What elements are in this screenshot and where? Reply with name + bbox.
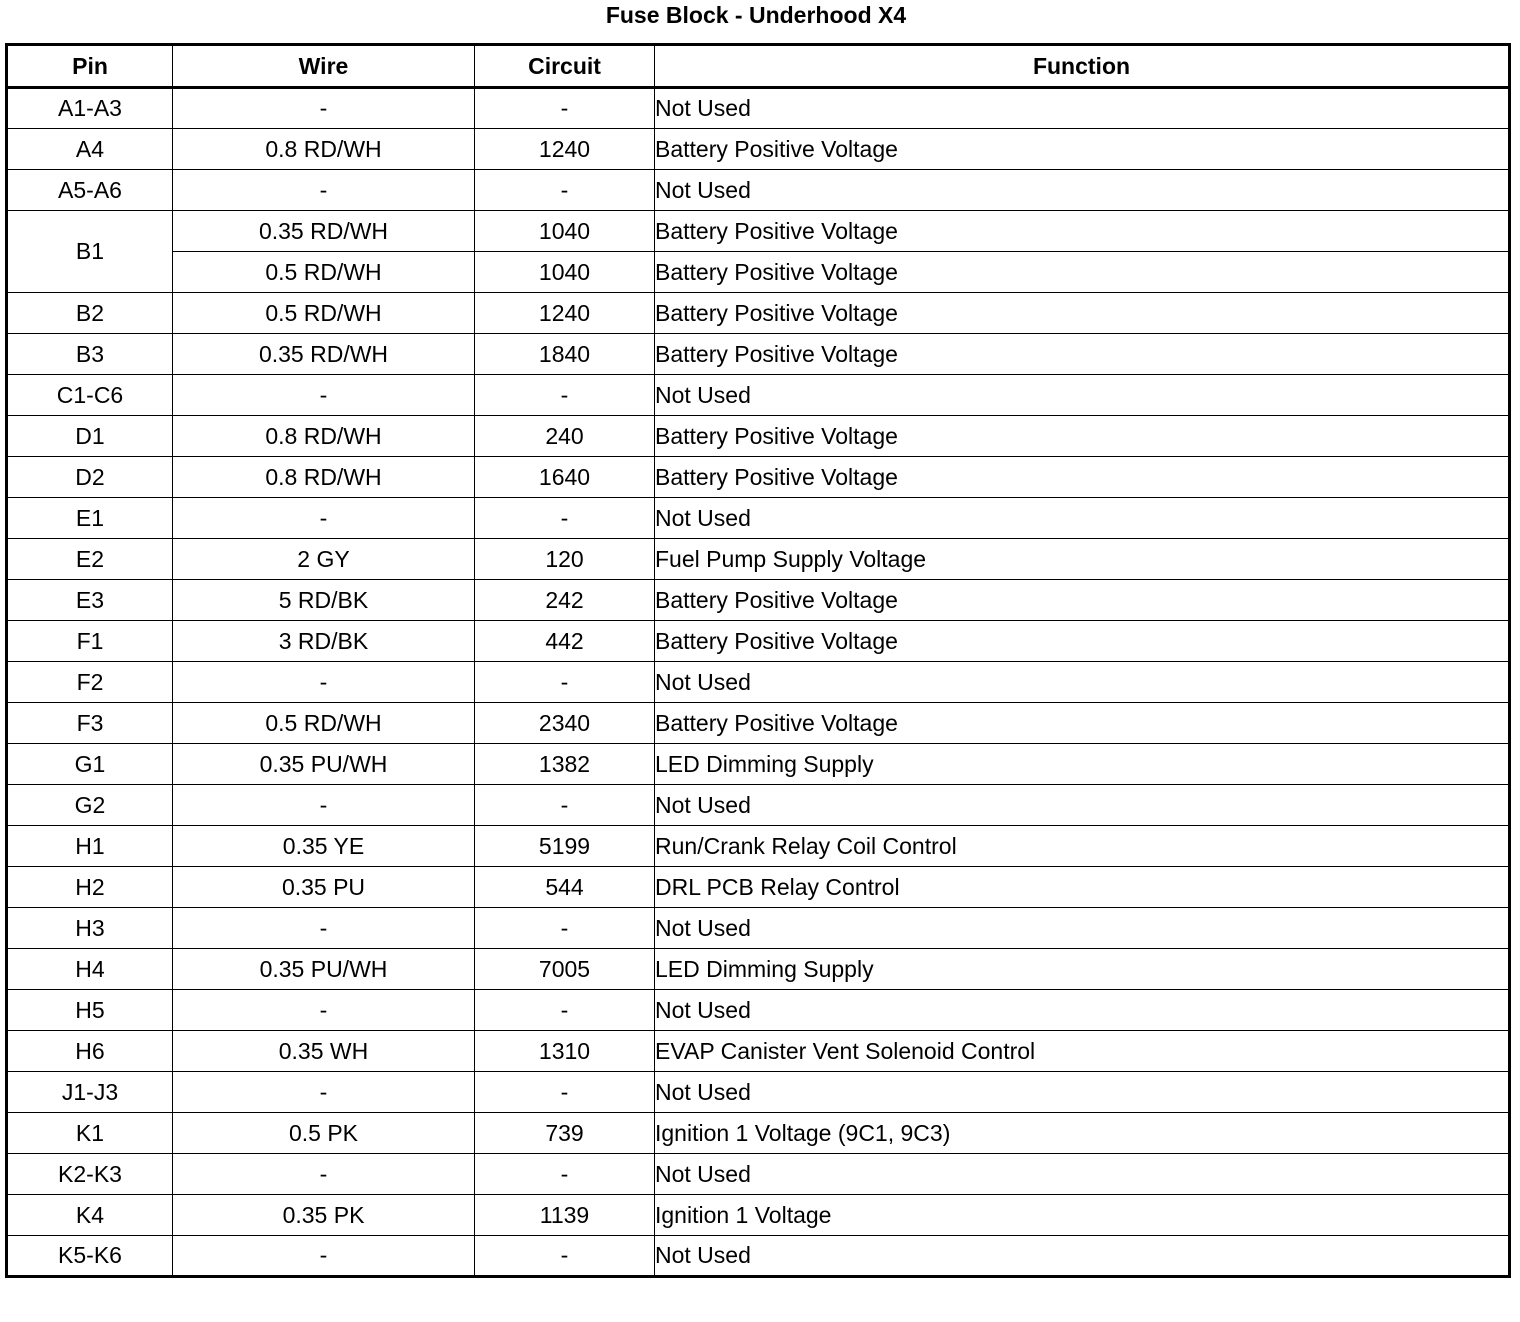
table-row <box>7 785 1510 826</box>
circuit-cell: - <box>475 990 655 1031</box>
wire-cell: - <box>173 990 475 1031</box>
wire-cell: - <box>173 170 475 211</box>
pin-cell: G2 <box>7 785 173 826</box>
table-row <box>7 580 1510 621</box>
pin-cell: K1 <box>7 1113 173 1154</box>
circuit-cell: - <box>475 785 655 826</box>
circuit-cell: - <box>475 908 655 949</box>
function-cell: Battery Positive Voltage <box>655 293 1510 334</box>
function-cell: Battery Positive Voltage <box>655 334 1510 375</box>
wire-cell: - <box>173 1236 475 1277</box>
function-cell: DRL PCB Relay Control <box>655 867 1510 908</box>
header-pin: Pin <box>7 45 173 88</box>
wire-cell: - <box>173 498 475 539</box>
function-cell: Not Used <box>655 498 1510 539</box>
table-row <box>7 703 1510 744</box>
table-row <box>7 498 1510 539</box>
pin-cell: H2 <box>7 867 173 908</box>
pin-cell: H4 <box>7 949 173 990</box>
circuit-cell: - <box>475 662 655 703</box>
table-row <box>7 375 1510 416</box>
pin-cell: E2 <box>7 539 173 580</box>
table-header <box>7 45 1510 88</box>
pin-cell: K5-K6 <box>7 1236 173 1277</box>
table-row <box>7 1072 1510 1113</box>
table-row <box>7 211 1510 252</box>
circuit-cell: - <box>475 1072 655 1113</box>
wire-cell: 0.8 RD/WH <box>173 416 475 457</box>
header-circuit: Circuit <box>475 45 655 88</box>
wire-cell: - <box>173 375 475 416</box>
circuit-cell: - <box>475 88 655 129</box>
function-cell: LED Dimming Supply <box>655 744 1510 785</box>
function-cell: Run/Crank Relay Coil Control <box>655 826 1510 867</box>
wire-cell: 0.35 RD/WH <box>173 211 475 252</box>
function-cell: Battery Positive Voltage <box>655 211 1510 252</box>
pin-cell: F2 <box>7 662 173 703</box>
wire-cell: 0.35 PU/WH <box>173 744 475 785</box>
table-row <box>7 867 1510 908</box>
function-cell: Not Used <box>655 990 1510 1031</box>
function-cell: Battery Positive Voltage <box>655 580 1510 621</box>
circuit-cell: - <box>475 1154 655 1195</box>
wire-cell: 2 GY <box>173 539 475 580</box>
page-title: Fuse Block - Underhood X4 <box>605 2 907 28</box>
wire-cell: 0.5 RD/WH <box>173 252 475 293</box>
circuit-cell: 1840 <box>475 334 655 375</box>
wire-cell: 5 RD/BK <box>173 580 475 621</box>
pin-cell: H3 <box>7 908 173 949</box>
table-row <box>7 170 1510 211</box>
circuit-cell: 1310 <box>475 1031 655 1072</box>
circuit-cell: 442 <box>475 621 655 662</box>
header-wire: Wire <box>173 45 475 88</box>
table-row <box>7 1113 1510 1154</box>
function-cell: EVAP Canister Vent Solenoid Control <box>655 1031 1510 1072</box>
function-cell: Not Used <box>655 1154 1510 1195</box>
wire-cell: 0.35 PK <box>173 1195 475 1236</box>
circuit-cell: 739 <box>475 1113 655 1154</box>
pin-cell: J1-J3 <box>7 1072 173 1113</box>
pin-cell: B1 <box>7 211 173 293</box>
function-cell: Battery Positive Voltage <box>655 416 1510 457</box>
table-row <box>7 129 1510 170</box>
pin-cell: C1-C6 <box>7 375 173 416</box>
wire-cell: - <box>173 662 475 703</box>
pin-cell: K2-K3 <box>7 1154 173 1195</box>
circuit-cell: 5199 <box>475 826 655 867</box>
table-row <box>7 826 1510 867</box>
circuit-cell: 7005 <box>475 949 655 990</box>
pin-cell: H5 <box>7 990 173 1031</box>
pin-cell: B3 <box>7 334 173 375</box>
table-row <box>7 88 1510 129</box>
pin-cell: H1 <box>7 826 173 867</box>
wire-cell: 0.8 RD/WH <box>173 457 475 498</box>
wire-cell: 0.5 PK <box>173 1113 475 1154</box>
wire-cell: - <box>173 908 475 949</box>
circuit-cell: 1640 <box>475 457 655 498</box>
header-row <box>7 45 1510 88</box>
circuit-cell: 240 <box>475 416 655 457</box>
circuit-cell: 1240 <box>475 293 655 334</box>
header-function: Function <box>655 45 1510 88</box>
wire-cell: - <box>173 785 475 826</box>
wire-cell: 0.35 PU <box>173 867 475 908</box>
circuit-cell: 1040 <box>475 252 655 293</box>
table-row <box>7 334 1510 375</box>
table-row <box>7 1154 1510 1195</box>
circuit-cell: 1240 <box>475 129 655 170</box>
pin-cell: F1 <box>7 621 173 662</box>
function-cell: Not Used <box>655 170 1510 211</box>
table-row <box>7 293 1510 334</box>
wire-cell: - <box>173 88 475 129</box>
pin-cell: A1-A3 <box>7 88 173 129</box>
function-cell: Not Used <box>655 1072 1510 1113</box>
wire-cell: 0.35 WH <box>173 1031 475 1072</box>
function-cell: Battery Positive Voltage <box>655 252 1510 293</box>
table-row <box>7 457 1510 498</box>
pin-cell: G1 <box>7 744 173 785</box>
function-cell: Not Used <box>655 1236 1510 1277</box>
circuit-cell: 1382 <box>475 744 655 785</box>
function-cell: Not Used <box>655 662 1510 703</box>
circuit-cell: 544 <box>475 867 655 908</box>
pin-cell: F3 <box>7 703 173 744</box>
circuit-cell: - <box>475 1236 655 1277</box>
table-row <box>7 1236 1510 1277</box>
pin-cell: D2 <box>7 457 173 498</box>
wire-cell: 0.5 RD/WH <box>173 703 475 744</box>
pin-cell: A5-A6 <box>7 170 173 211</box>
function-cell: Not Used <box>655 375 1510 416</box>
pin-cell: E3 <box>7 580 173 621</box>
table-row <box>7 990 1510 1031</box>
function-cell: Not Used <box>655 908 1510 949</box>
function-cell: Battery Positive Voltage <box>655 703 1510 744</box>
wire-cell: - <box>173 1072 475 1113</box>
circuit-cell: 120 <box>475 539 655 580</box>
function-cell: Battery Positive Voltage <box>655 621 1510 662</box>
pin-cell: D1 <box>7 416 173 457</box>
function-cell: Ignition 1 Voltage <box>655 1195 1510 1236</box>
wire-cell: - <box>173 1154 475 1195</box>
circuit-cell: 242 <box>475 580 655 621</box>
circuit-cell: 1139 <box>475 1195 655 1236</box>
pin-cell: K4 <box>7 1195 173 1236</box>
table-row <box>7 416 1510 457</box>
table-row <box>7 908 1510 949</box>
wire-cell: 0.5 RD/WH <box>173 293 475 334</box>
wire-cell: 3 RD/BK <box>173 621 475 662</box>
function-cell: Not Used <box>655 785 1510 826</box>
table-row <box>7 662 1510 703</box>
table-row <box>7 621 1510 662</box>
table-row <box>7 1031 1510 1072</box>
pinout-table <box>5 43 1511 1278</box>
pin-cell: A4 <box>7 129 173 170</box>
function-cell: Fuel Pump Supply Voltage <box>655 539 1510 580</box>
wire-cell: 0.35 RD/WH <box>173 334 475 375</box>
pin-cell: B2 <box>7 293 173 334</box>
circuit-cell: - <box>475 375 655 416</box>
circuit-cell: 1040 <box>475 211 655 252</box>
circuit-cell: 2340 <box>475 703 655 744</box>
table-row <box>7 744 1510 785</box>
table-row <box>7 539 1510 580</box>
function-cell: Ignition 1 Voltage (9C1, 9C3) <box>655 1113 1510 1154</box>
circuit-cell: - <box>475 498 655 539</box>
pin-cell: E1 <box>7 498 173 539</box>
wire-cell: 0.8 RD/WH <box>173 129 475 170</box>
table-row <box>7 949 1510 990</box>
wire-cell: 0.35 YE <box>173 826 475 867</box>
table-row <box>7 1195 1510 1236</box>
function-cell: Battery Positive Voltage <box>655 457 1510 498</box>
function-cell: Battery Positive Voltage <box>655 129 1510 170</box>
circuit-cell: - <box>475 170 655 211</box>
table-row <box>7 252 1510 293</box>
wire-cell: 0.35 PU/WH <box>173 949 475 990</box>
pin-cell: H6 <box>7 1031 173 1072</box>
table-body <box>7 88 1510 1277</box>
function-cell: Not Used <box>655 88 1510 129</box>
function-cell: LED Dimming Supply <box>655 949 1510 990</box>
